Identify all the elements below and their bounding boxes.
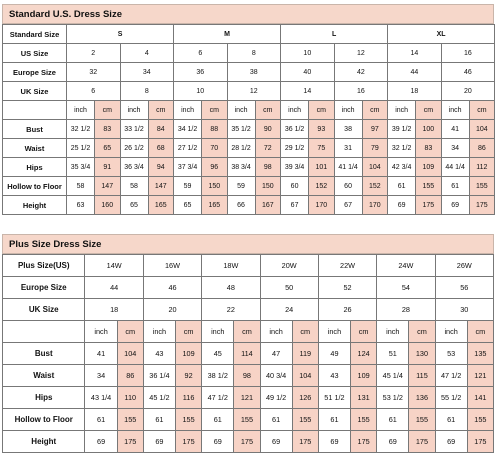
- inch-value: 41: [85, 343, 117, 365]
- inch-value: 40 3/4: [260, 365, 292, 387]
- size-value: 32: [67, 63, 121, 82]
- size-row: [3, 277, 494, 299]
- unit-inch: inch: [388, 101, 416, 120]
- cm-value: 165: [202, 196, 228, 215]
- inch-value: 39 1/2: [388, 120, 416, 139]
- inch-value: 69: [435, 431, 467, 453]
- inch-value: 29 1/2: [281, 139, 309, 158]
- row-label: UK Size: [3, 299, 85, 321]
- cm-value: 97: [362, 120, 388, 139]
- inch-value: 36 1/2: [281, 120, 309, 139]
- size-value: 26: [318, 299, 376, 321]
- size-value: 14: [281, 82, 335, 101]
- inch-value: 35 3/4: [67, 158, 95, 177]
- measurement-row: [3, 387, 494, 409]
- cm-value: 65: [95, 139, 121, 158]
- measurement-label: Height: [3, 431, 85, 453]
- cm-value: 98: [234, 365, 260, 387]
- size-value: 10: [174, 82, 228, 101]
- cm-value: 152: [309, 177, 335, 196]
- inch-value: 32 1/2: [67, 120, 95, 139]
- cm-value: 110: [117, 387, 143, 409]
- size-value: 8: [120, 82, 174, 101]
- cm-value: 155: [409, 409, 435, 431]
- cm-value: 83: [95, 120, 121, 139]
- inch-value: 33 1/2: [120, 120, 148, 139]
- measurement-row: [3, 196, 495, 215]
- inch-value: 34: [85, 365, 117, 387]
- inch-value: 41: [441, 120, 469, 139]
- inch-value: 65: [120, 196, 148, 215]
- size-row: [3, 299, 494, 321]
- size-row: [3, 82, 495, 101]
- cm-value: 101: [309, 158, 335, 177]
- size-value: 16: [334, 82, 388, 101]
- cm-value: 98: [255, 158, 281, 177]
- inch-value: 34 1/2: [174, 120, 202, 139]
- inch-value: 28 1/2: [227, 139, 255, 158]
- unit-inch: inch: [260, 321, 292, 343]
- size-value: 6: [174, 44, 228, 63]
- inch-value: 61: [202, 409, 234, 431]
- measurement-label: Height: [3, 196, 67, 215]
- row-label: Europe Size: [3, 277, 85, 299]
- cm-value: 109: [351, 365, 377, 387]
- inch-value: 55 1/2: [435, 387, 467, 409]
- size-value: 6: [67, 82, 121, 101]
- measurement-label: Bust: [3, 343, 85, 365]
- inch-value: 66: [227, 196, 255, 215]
- cm-value: 109: [176, 343, 202, 365]
- inch-value: 43 1/4: [85, 387, 117, 409]
- unit-inch: inch: [318, 321, 350, 343]
- size-value: 40: [281, 63, 335, 82]
- cm-value: 147: [95, 177, 121, 196]
- measurement-row: [3, 158, 495, 177]
- cm-value: 84: [148, 120, 174, 139]
- measurement-row: [3, 431, 494, 453]
- measurement-label: Waist: [3, 365, 85, 387]
- inch-value: 38: [334, 120, 362, 139]
- cm-value: 109: [416, 158, 442, 177]
- inch-value: 58: [67, 177, 95, 196]
- cm-value: 130: [409, 343, 435, 365]
- size-group-3: XL: [388, 25, 495, 44]
- cm-value: 150: [202, 177, 228, 196]
- inch-value: 61: [435, 409, 467, 431]
- cm-value: 175: [176, 431, 202, 453]
- cm-value: 86: [117, 365, 143, 387]
- inch-value: 49 1/2: [260, 387, 292, 409]
- cm-value: 155: [351, 409, 377, 431]
- size-value: 2: [67, 44, 121, 63]
- inch-value: 38 1/2: [202, 365, 234, 387]
- cm-value: 100: [416, 120, 442, 139]
- unit-cm: cm: [467, 321, 493, 343]
- inch-value: 69: [260, 431, 292, 453]
- unit-inch: inch: [281, 101, 309, 120]
- size-value: 10: [281, 44, 335, 63]
- unit-inch: inch: [174, 101, 202, 120]
- row-label: UK Size: [3, 82, 67, 101]
- inch-value: 37 3/4: [174, 158, 202, 177]
- inch-value: 45 1/4: [377, 365, 409, 387]
- measurement-label: Hollow to Floor: [3, 177, 67, 196]
- size-value: 22: [202, 299, 260, 321]
- cm-value: 119: [292, 343, 318, 365]
- unit-row: [3, 321, 494, 343]
- cm-value: 155: [117, 409, 143, 431]
- size-value: 36: [174, 63, 228, 82]
- cm-value: 92: [176, 365, 202, 387]
- unit-cm: cm: [351, 321, 377, 343]
- size-value: 34: [120, 63, 174, 82]
- cm-value: 124: [351, 343, 377, 365]
- cm-value: 147: [148, 177, 174, 196]
- size-value: 4: [120, 44, 174, 63]
- unit-inch: inch: [227, 101, 255, 120]
- inch-value: 69: [85, 431, 117, 453]
- inch-value: 51 1/2: [318, 387, 350, 409]
- size-value: 20: [143, 299, 201, 321]
- size-value: 24: [260, 299, 318, 321]
- unit-cm: cm: [255, 101, 281, 120]
- inch-value: 61: [260, 409, 292, 431]
- inch-value: 67: [334, 196, 362, 215]
- cm-value: 94: [148, 158, 174, 177]
- size-value: 46: [143, 277, 201, 299]
- cm-value: 155: [416, 177, 442, 196]
- size-value: 16: [441, 44, 495, 63]
- inch-value: 45 1/2: [143, 387, 175, 409]
- plus-size-title: Plus Size Dress Size: [2, 234, 494, 254]
- size-value: 24W: [377, 255, 435, 277]
- inch-value: 53: [435, 343, 467, 365]
- inch-value: 27 1/2: [174, 139, 202, 158]
- inch-value: 43: [318, 365, 350, 387]
- cm-value: 155: [469, 177, 495, 196]
- unit-cm: cm: [95, 101, 121, 120]
- unit-inch: inch: [441, 101, 469, 120]
- cm-value: 175: [467, 431, 493, 453]
- size-value: 20: [441, 82, 495, 101]
- size-group-0: S: [67, 25, 174, 44]
- size-value: 30: [435, 299, 493, 321]
- inch-value: 61: [85, 409, 117, 431]
- inch-value: 63: [67, 196, 95, 215]
- unit-cm: cm: [469, 101, 495, 120]
- blank-cell: [3, 101, 67, 120]
- size-row: [3, 44, 495, 63]
- cm-value: 175: [469, 196, 495, 215]
- measurement-label: Bust: [3, 120, 67, 139]
- inch-value: 36 1/4: [143, 365, 175, 387]
- unit-inch: inch: [120, 101, 148, 120]
- cm-value: 160: [95, 196, 121, 215]
- cm-value: 152: [362, 177, 388, 196]
- cm-value: 70: [202, 139, 228, 158]
- measurement-row: [3, 177, 495, 196]
- measurement-row: [3, 343, 494, 365]
- size-value: 20W: [260, 255, 318, 277]
- cm-value: 155: [467, 409, 493, 431]
- inch-value: 59: [227, 177, 255, 196]
- size-value: 18: [85, 299, 143, 321]
- measurement-row: [3, 409, 494, 431]
- cm-value: 72: [255, 139, 281, 158]
- inch-value: 61: [441, 177, 469, 196]
- cm-value: 175: [292, 431, 318, 453]
- inch-value: 69: [202, 431, 234, 453]
- unit-cm: cm: [148, 101, 174, 120]
- standard-size-title: Standard U.S. Dress Size: [2, 4, 494, 24]
- inch-value: 69: [318, 431, 350, 453]
- cm-value: 170: [362, 196, 388, 215]
- cm-value: 170: [309, 196, 335, 215]
- unit-cm: cm: [409, 321, 435, 343]
- unit-cm: cm: [292, 321, 318, 343]
- unit-cm: cm: [362, 101, 388, 120]
- cm-value: 86: [469, 139, 495, 158]
- blank-cell: [3, 321, 85, 343]
- inch-value: 44 1/4: [441, 158, 469, 177]
- cm-value: 131: [351, 387, 377, 409]
- inch-value: 42 3/4: [388, 158, 416, 177]
- measurement-label: Hips: [3, 158, 67, 177]
- inch-value: 43: [143, 343, 175, 365]
- size-value: 44: [388, 63, 442, 82]
- row-label: Plus Size(US): [3, 255, 85, 277]
- cm-value: 75: [309, 139, 335, 158]
- size-value: 16W: [143, 255, 201, 277]
- unit-inch: inch: [143, 321, 175, 343]
- inch-value: 26 1/2: [120, 139, 148, 158]
- size-group-2: L: [281, 25, 388, 44]
- unit-inch: inch: [435, 321, 467, 343]
- cm-value: 155: [292, 409, 318, 431]
- unit-inch: inch: [85, 321, 117, 343]
- cm-value: 90: [255, 120, 281, 139]
- inch-value: 58: [120, 177, 148, 196]
- inch-value: 60: [281, 177, 309, 196]
- inch-value: 47 1/2: [202, 387, 234, 409]
- unit-cm: cm: [176, 321, 202, 343]
- size-value: 48: [202, 277, 260, 299]
- unit-cm: cm: [202, 101, 228, 120]
- inch-value: 69: [388, 196, 416, 215]
- row-label: Europe Size: [3, 63, 67, 82]
- measurement-label: Waist: [3, 139, 67, 158]
- size-value: 12: [227, 82, 281, 101]
- size-value: 56: [435, 277, 493, 299]
- unit-inch: inch: [334, 101, 362, 120]
- cm-value: 112: [469, 158, 495, 177]
- cm-value: 79: [362, 139, 388, 158]
- size-row: [3, 255, 494, 277]
- measurement-row: [3, 139, 495, 158]
- cm-value: 167: [255, 196, 281, 215]
- cm-value: 104: [117, 343, 143, 365]
- size-value: 12: [334, 44, 388, 63]
- cm-value: 104: [292, 365, 318, 387]
- cm-value: 88: [202, 120, 228, 139]
- inch-value: 61: [143, 409, 175, 431]
- size-value: 14W: [85, 255, 143, 277]
- size-group-row: [3, 25, 495, 44]
- size-value: 26W: [435, 255, 493, 277]
- inch-value: 31: [334, 139, 362, 158]
- inch-value: 38 3/4: [227, 158, 255, 177]
- cm-value: 175: [234, 431, 260, 453]
- size-value: 28: [377, 299, 435, 321]
- inch-value: 61: [318, 409, 350, 431]
- inch-value: 67: [281, 196, 309, 215]
- inch-value: 39 3/4: [281, 158, 309, 177]
- cm-value: 126: [292, 387, 318, 409]
- size-row: [3, 63, 495, 82]
- size-value: 18: [388, 82, 442, 101]
- inch-value: 69: [143, 431, 175, 453]
- unit-cm: cm: [416, 101, 442, 120]
- inch-value: 61: [377, 409, 409, 431]
- size-value: 54: [377, 277, 435, 299]
- cm-value: 93: [309, 120, 335, 139]
- inch-value: 60: [334, 177, 362, 196]
- size-group-1: M: [174, 25, 281, 44]
- cm-value: 104: [469, 120, 495, 139]
- unit-cm: cm: [309, 101, 335, 120]
- inch-value: 69: [441, 196, 469, 215]
- inch-value: 59: [174, 177, 202, 196]
- cm-value: 68: [148, 139, 174, 158]
- measurement-row: [3, 365, 494, 387]
- unit-row: [3, 101, 495, 120]
- inch-value: 34: [441, 139, 469, 158]
- size-value: 8: [227, 44, 281, 63]
- measurement-label: Hollow to Floor: [3, 409, 85, 431]
- cm-value: 114: [234, 343, 260, 365]
- cm-value: 104: [362, 158, 388, 177]
- inch-value: 47 1/2: [435, 365, 467, 387]
- cm-value: 155: [234, 409, 260, 431]
- cm-value: 175: [351, 431, 377, 453]
- inch-value: 69: [377, 431, 409, 453]
- size-value: 50: [260, 277, 318, 299]
- cm-value: 165: [148, 196, 174, 215]
- cm-value: 96: [202, 158, 228, 177]
- unit-inch: inch: [377, 321, 409, 343]
- inch-value: 49: [318, 343, 350, 365]
- inch-value: 25 1/2: [67, 139, 95, 158]
- cm-value: 116: [176, 387, 202, 409]
- cm-value: 150: [255, 177, 281, 196]
- size-value: 42: [334, 63, 388, 82]
- unit-cm: cm: [234, 321, 260, 343]
- cm-value: 175: [416, 196, 442, 215]
- inch-value: 53 1/2: [377, 387, 409, 409]
- cm-value: 91: [95, 158, 121, 177]
- cm-value: 121: [234, 387, 260, 409]
- inch-value: 32 1/2: [388, 139, 416, 158]
- unit-inch: inch: [67, 101, 95, 120]
- measurement-label: Hips: [3, 387, 85, 409]
- unit-inch: inch: [202, 321, 234, 343]
- measurement-row: [3, 120, 495, 139]
- size-value: 46: [441, 63, 495, 82]
- standard-size-table: [2, 24, 495, 215]
- inch-value: 36 3/4: [120, 158, 148, 177]
- cm-value: 136: [409, 387, 435, 409]
- inch-value: 45: [202, 343, 234, 365]
- cm-value: 121: [467, 365, 493, 387]
- size-value: 18W: [202, 255, 260, 277]
- inch-value: 61: [388, 177, 416, 196]
- size-value: 52: [318, 277, 376, 299]
- row-label: US Size: [3, 44, 67, 63]
- size-value: 22W: [318, 255, 376, 277]
- size-value: 14: [388, 44, 442, 63]
- cm-value: 83: [416, 139, 442, 158]
- cm-value: 175: [117, 431, 143, 453]
- standard-size-label: Standard Size: [3, 25, 67, 44]
- inch-value: 47: [260, 343, 292, 365]
- plus-size-table: [2, 254, 494, 453]
- size-value: 38: [227, 63, 281, 82]
- cm-value: 135: [467, 343, 493, 365]
- inch-value: 35 1/2: [227, 120, 255, 139]
- cm-value: 175: [409, 431, 435, 453]
- size-value: 44: [85, 277, 143, 299]
- cm-value: 155: [176, 409, 202, 431]
- cm-value: 141: [467, 387, 493, 409]
- inch-value: 65: [174, 196, 202, 215]
- cm-value: 115: [409, 365, 435, 387]
- unit-cm: cm: [117, 321, 143, 343]
- inch-value: 41 1/4: [334, 158, 362, 177]
- inch-value: 51: [377, 343, 409, 365]
